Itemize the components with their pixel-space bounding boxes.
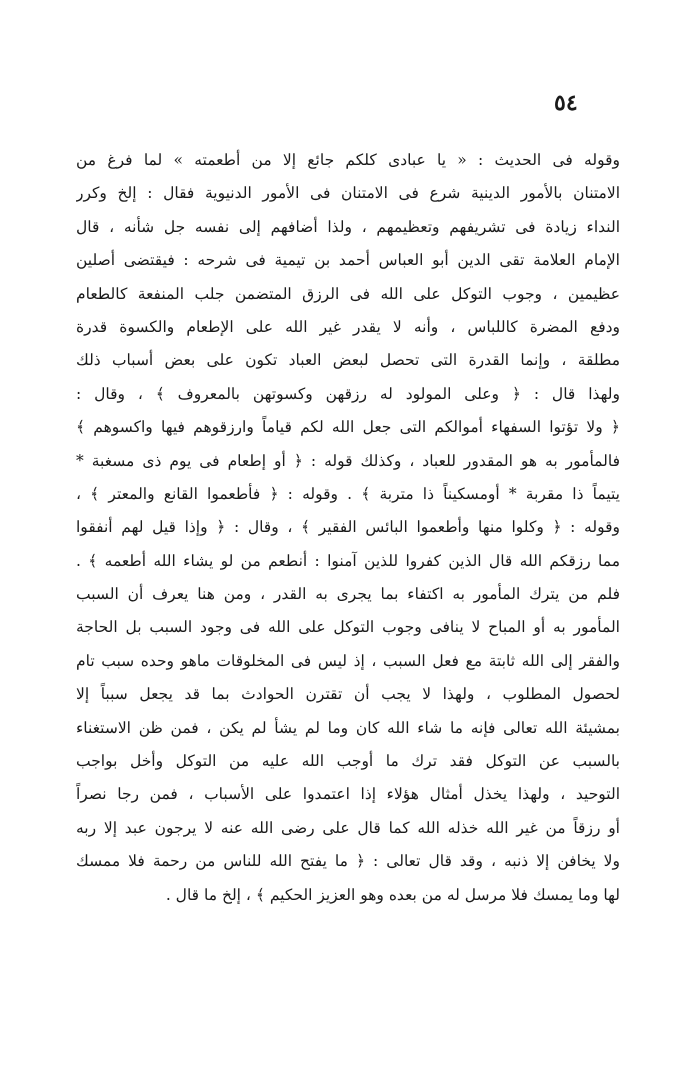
text-line: وقوله : ﴿ وكلوا منها وأطعموا البائس الفقير ﴾ ، وقال : ﴿ وإذا قيل لهم أنفقوا [76,518,620,537]
text-line: ولا يخافن إلا ذنبه ، وقد قال تعالى : ﴿ ما يفتح الله للناس من رحمة فلا ممسك [76,852,620,871]
body-text [76,144,620,912]
text-line: فلم من يترك المأمور به اكتفاء بما يجرى به القدر ، ومن هنا يعرف أن السبب [76,585,620,604]
text-line: يتيماً ذا مقربة * أومسكيناً ذا متربة ﴾ . وقوله : ﴿ فأطعموا القانع والمعتر ﴾ ، [76,484,620,503]
text-line: مطلقة ، وإنما القدرة التى تحصل لبعض العباد تكون على بعض أسباب ذلك [76,351,620,370]
text-line: المأمور به أو المباح لا ينافى وجوب التوكل على الله فى وجود السبب بل الحاجة [76,618,620,637]
text-line: بالسبب عن التوكل فقد ترك ما أوجب الله عليه من التوكل وأخل بواجب [76,752,620,771]
text-line: مما رزقكم الله قال الذين كفروا للذين آمنوا : أنطعم من لو يشاء الله أطعمه ﴾ . [76,551,620,570]
text-line: أو رزقاً من غير الله خذله الله كما قال على رضى الله عنه لا يرجون عبد إلا ربه [76,818,620,837]
text-line: الامتنان بالأمور الدينية شرع فى الامتنان فى الأمور الدنيوية فقال : إلخ وكرر [76,184,620,203]
text-line: عظيمين ، وجوب التوكل على الله فى الرزق المتضمن جلب المنفعة كالطعام [76,284,620,303]
text-line: لحصول المطلوب ، ولهذا لا يجب أن تقترن الحوادث بما قد يجعل سبباً إلا [76,685,620,704]
text-line: وقوله فى الحديث : « يا عبادى كلكم جائع إلا من أطعمته » لما فرغ من [76,151,620,169]
text-line: ودفع المضرة كاللباس ، وأنه لا يقدر غير الله على الإطعام والكسوة قدرة [76,317,620,336]
text-line: الإمام العلامة تقى الدين أبو العباس أحمد بن تيمية فى شرحه : فيقتضى أصلين [76,251,620,270]
text-line: والفقر إلى الله ثابتة مع فعل السبب ، إذ ليس فى المخلوقات ماهو وحده سبب تام [76,651,620,670]
text-line: بمشيئة الله تعالى فإنه ما شاء الله كان وما لم يشأ لم يكن ، فمن ظن الاستغناء [76,718,620,737]
text-line: النداء زيادة فى تشريفهم وتعظيمهم ، ولذا أضافهم إلى نفسه جل شأنه ، قال [76,217,620,236]
text-line: التوحيد ، ولهذا يخذل أمثال هؤلاء إذا اعتمدوا على الأسباب ، فمن رجا نصراً [76,785,620,804]
text-line: ﴿ ولا تؤتوا السفهاء أموالكم التى جعل الله لكم قياماً وارزقوهم فيها واكسوهم ﴾ [76,418,620,437]
text-line: لها وما يمسك فلا مرسل له من بعده وهو العزيز الحكيم ﴾ ، إلخ ما قال . [165,885,620,904]
text-line: فالمأمور به هو المقدور للعباد ، وكذلك قوله : ﴿ أو إطعام فى يوم ذى مسغبة * [76,451,620,470]
text-line: ولهذا قال : ﴿ وعلى المولود له رزقهن وكسوتهن بالمعروف ﴾ ، وقال : [76,384,620,403]
page-number: ٥٤ [554,90,578,116]
